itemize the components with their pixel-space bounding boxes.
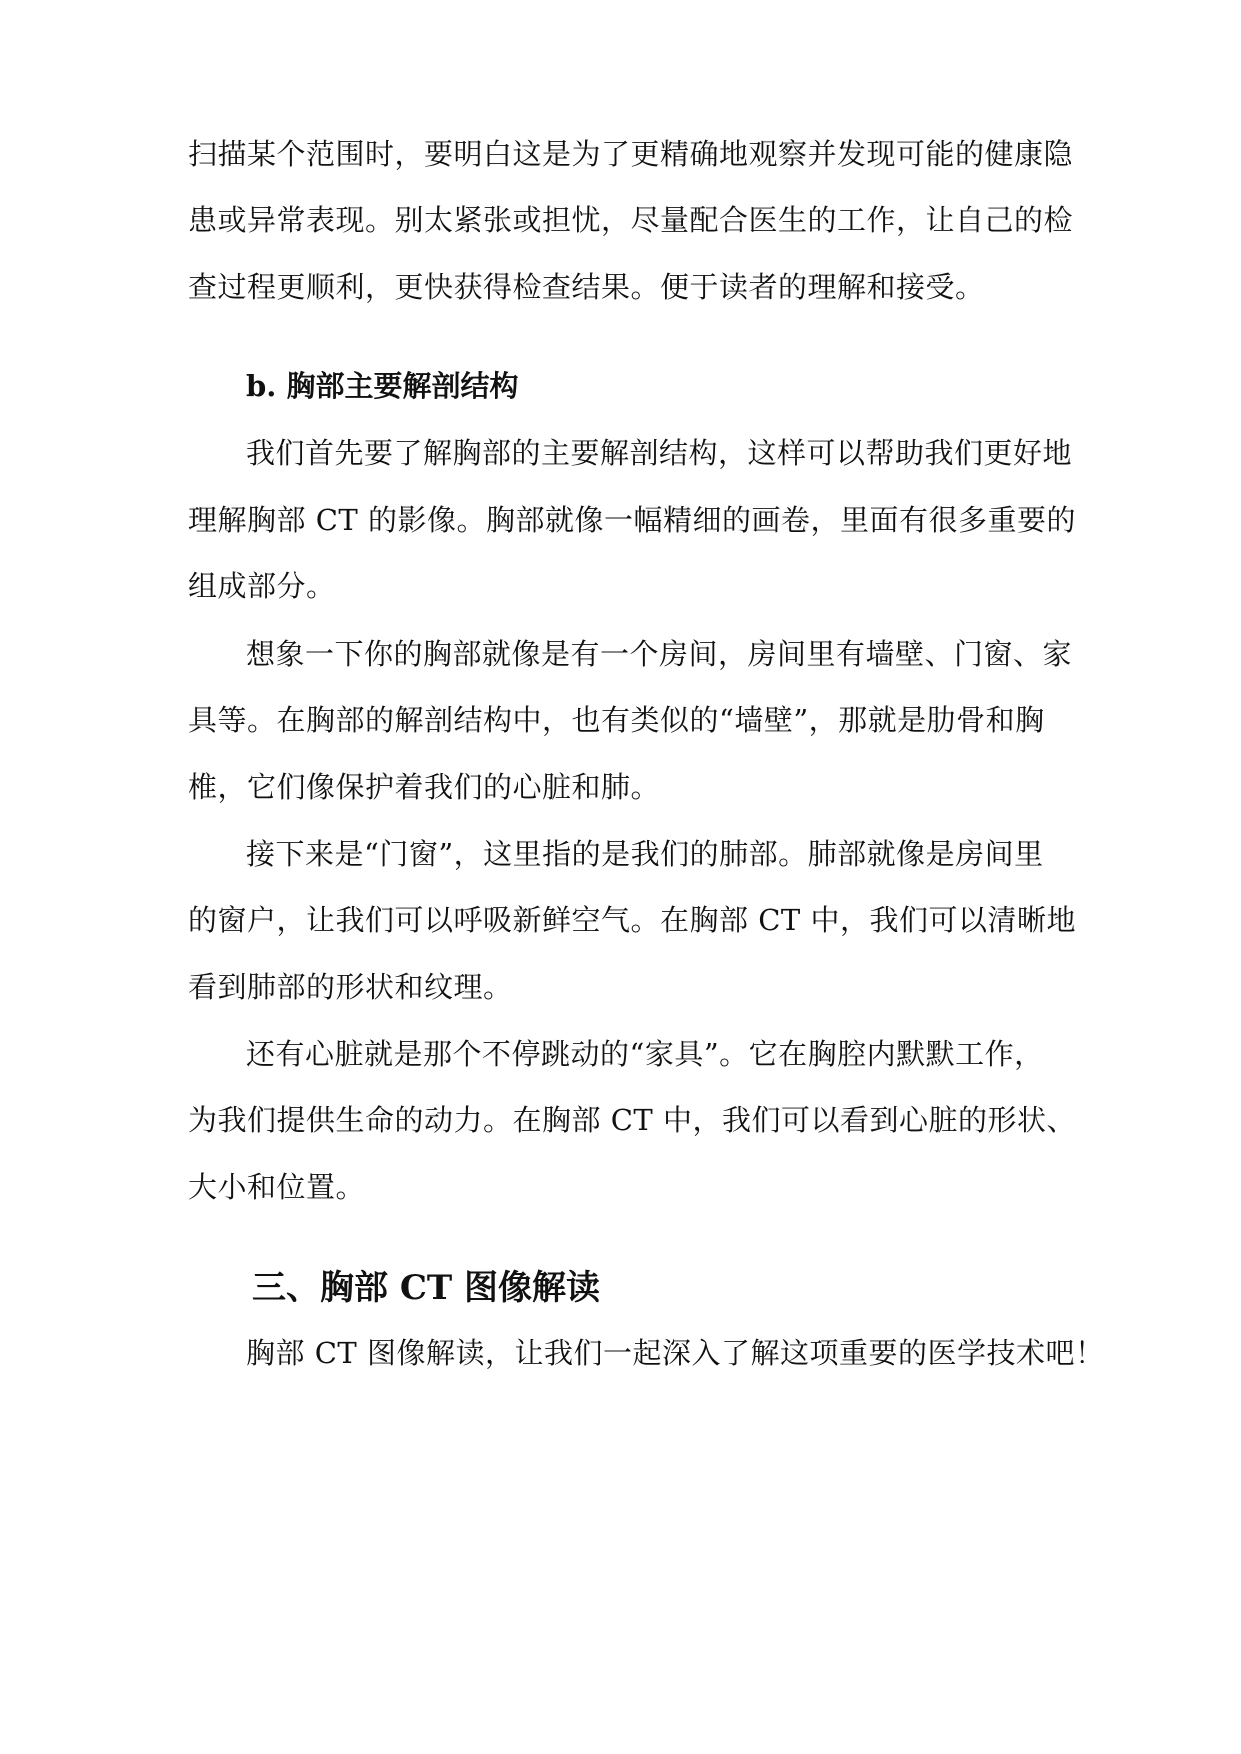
text-line: 组成部分。: [188, 569, 336, 603]
text-line: 患或异常表现。别太紧张或担忧，尽量配合医生的工作，让自己的检: [188, 203, 1074, 237]
text-line: 大小和位置。: [188, 1170, 366, 1204]
text-line: 接下来是“门窗”，这里指的是我们的肺部。肺部就像是房间里: [246, 837, 1044, 871]
section-3-heading: 三、胸部 CT 图像解读: [252, 1268, 601, 1308]
text-line: 扫描某个范围时，要明白这是为了更精确地观察并发现可能的健康隐: [188, 137, 1074, 171]
text-line: 具等。在胸部的解剖结构中，也有类似的“墙壁”，那就是肋骨和胸: [188, 703, 1045, 737]
text-line: 的窗户，让我们可以呼吸新鲜空气。在胸部 CT 中，我们可以清晰地: [188, 903, 1076, 937]
text-line: 还有心脏就是那个不停跳动的“家具”。它在胸腔内默默工作，: [246, 1037, 1044, 1071]
section-b-heading: b. 胸部主要解剖结构: [246, 369, 519, 403]
text-line: 我们首先要了解胸部的主要解剖结构，这样可以帮助我们更好地: [246, 436, 1073, 470]
text-line: 查过程更顺利，更快获得检查结果。便于读者的理解和接受。: [188, 270, 985, 304]
text-line: 胸部 CT 图像解读，让我们一起深入了解这项重要的医学技术吧！: [246, 1336, 1105, 1370]
text-line: 理解胸部 CT 的影像。胸部就像一幅精细的画卷，里面有很多重要的: [188, 503, 1076, 537]
text-line: 椎，它们像保护着我们的心脏和肺。: [188, 770, 661, 804]
text-line: 为我们提供生命的动力。在胸部 CT 中，我们可以看到心脏的形状、: [188, 1103, 1076, 1137]
text-line: 想象一下你的胸部就像是有一个房间，房间里有墙壁、门窗、家: [246, 637, 1073, 671]
text-line: 看到肺部的形状和纹理。: [188, 970, 513, 1004]
